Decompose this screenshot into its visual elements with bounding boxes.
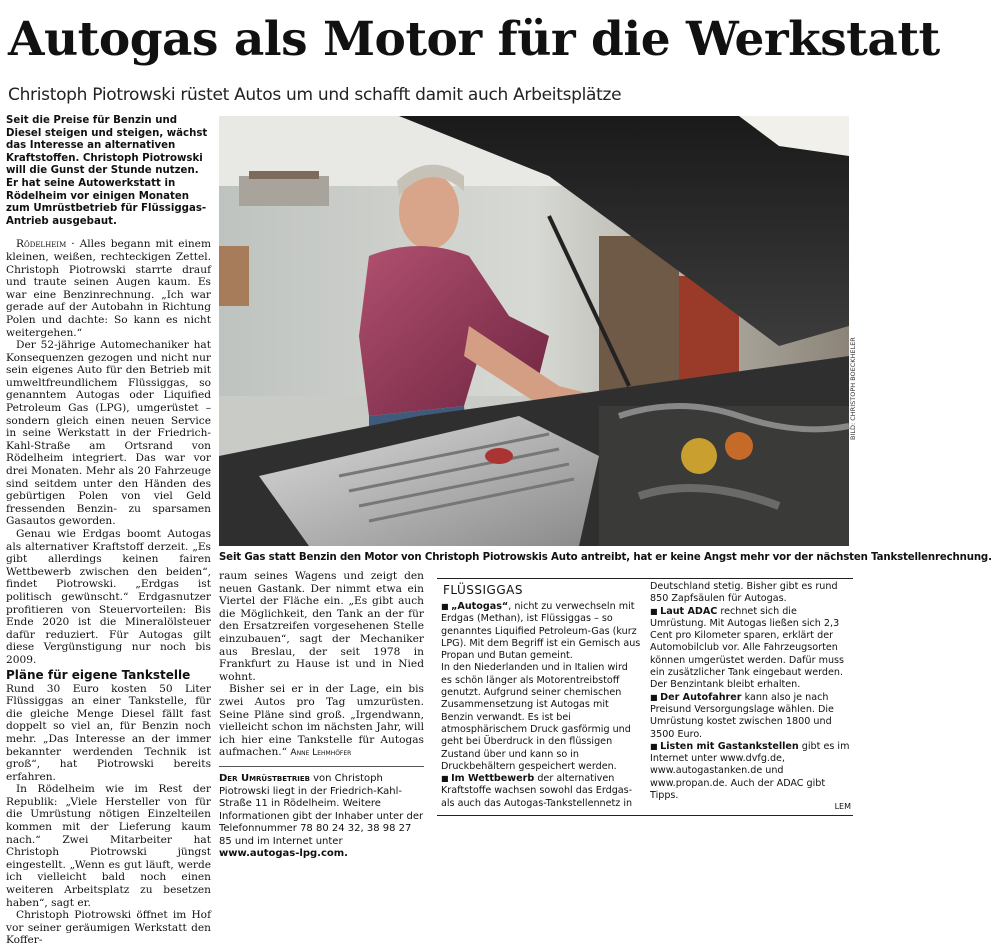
paragraph-1-text: · Alles begann mit einem kleinen, weißen, rechteckigen Zettel. Christoph Piotrowski starrte drauf und traute seinen Augen kaum. Es war eine Benzinrechnung. „Ich war gerade auf der Autobahn in Richtung Polen und dachte: So kann es nicht weitergehen.“ — [6, 238, 211, 339]
article-headline: Autogas als Motor für die Werkstatt — [8, 12, 940, 67]
fact-box — [437, 578, 853, 816]
info-text: von Christoph Piotrowski liegt in der Friedrich-Kahl-Straße 11 in Rödelheim. Weitere Informationen gibt der Inhaber unter der Telefonnummer 78 80 24 32, 38 98 27 85 und im Internet unter — [219, 772, 424, 847]
article-paragraph-8 — [219, 683, 424, 760]
fact-box-signature: LEM — [834, 802, 851, 811]
article-paragraph-4: Rund 30 Euro kosten 50 Liter Flüssiggas an einer Tankstelle, für die gleiche Menge Diesel fällt fast doppelt so viel an, für Benzin noch mehr. „Das Interesse an der immer bekannter werdenden Technik ist groß“, hat Piotrowski bereits erfahren. — [6, 682, 211, 783]
fact-box-label-5: Laut ADAC — [660, 605, 718, 617]
fact-box-item-1 — [441, 601, 641, 662]
fact-box-label-7: Listen mit Gastankstellen — [660, 740, 799, 752]
fact-box-item-6 — [650, 692, 853, 741]
mechanic-engine-image — [219, 116, 849, 546]
fact-box-item-5 — [650, 606, 853, 692]
fact-box-text-3: der alternativen Kraftstoffe wachsen sowohl das Erdgas- als auch das Autogas-Tankstellennetz in — [441, 773, 633, 809]
square-bullet-icon: ■ — [441, 602, 452, 611]
info-url-link[interactable]: www.autogas-lpg.com. — [219, 848, 348, 860]
article-photo — [219, 116, 849, 546]
fact-box-item-2: In den Niederlanden und in Italien wird es schön länger als Motorentreibstoff genutzt. Aufgrund seiner chemischen Zusammensetzung ist Autogas mit Benzin verwandt. Es ist bei atmosphärischem Druck gasförmig und geht bei Überdruck in den flüssigen Zustand über und kann so in Druckbehältern gespeichert werden. — [441, 662, 631, 772]
fact-box-label-3: Im Wettbewerb — [451, 773, 535, 785]
article-paragraph-3: Genau wie Erdgas boomt Autogas als alternativer Kraftstoff derzeit. „Es gibt allerdings keinen fairen Wettbewerb zwischen den beiden“, findet Piotrowski. „Erdgas ist politisch gewünscht.“ Erdgasnutzer profitieren von Steuervorteilen: Bis Ende 2020 ist die Mineralölsteuer dafür reduziert. Für Autogas gilt diese Vergünstigung nur noch bis 2009. — [6, 528, 211, 666]
fact-box-label-6: Der Autofahrer — [660, 691, 742, 703]
info-label: Der Umrüstbetrieb — [219, 772, 310, 784]
square-bullet-icon: ■ — [650, 741, 661, 751]
square-bullet-icon: ■ — [441, 774, 452, 784]
fact-box-item-4: Deutschland stetig. Bisher gibt es rund 850 Zapfsäulen für Autogas. — [650, 581, 838, 605]
fact-box-text-6: kann also je nach Preisund Versorgungslage wählen. Die Umrüstung kostet zwischen 1800 und 3500 Euro. — [650, 691, 834, 740]
fact-box-text-5: rechnet sich die Umrüstung. Mit Autogas ließen sich 2,3 Cent pro Kilometer sparen, erklärt der Automobilclub vor. Alle Fahrzeugsorten können umgerüstet werden. Dafür muss ein zusätzlicher Tank eingebaut werden. Der Benzintank bleibt erhalten. — [650, 605, 845, 691]
fact-box-item-7 — [650, 741, 853, 802]
photo-caption: Seit Gas statt Benzin den Motor von Christoph Piotrowskis Auto antreibt, hat er keine Angst mehr vor der nächsten Tankstellenrechnung. — [219, 552, 992, 563]
paragraph-8-text: Bisher sei er in der Lage, ein bis zwei Autos pro Tag umzurüsten. Seine Pläne sind groß. „Irgendwann, vielleicht schon im nächsten Jahr, will ich hier eine Tankstelle für Autogas aufmachen.“ — [219, 683, 424, 759]
article-paragraph-1 — [6, 238, 211, 339]
article-column-1 — [6, 115, 211, 947]
article-paragraph-2: Der 52-jährige Automechaniker hat Konsequenzen gezogen und nicht nur sein eigenes Auto für den Betrieb mit umweltfreundlichem Flüssiggas, so genanntem Autogas oder Liquified Petroleum Gas (LPG), umgerüstet – sondern gleich einen neuen Service in seine Werkstatt in der Friedrich-Kahl-Straße am Ortsrand von Rödelheim integriert. Das war vor drei Monaten. Mehr als 20 Fahrzeuge sind seitdem unter den Händen des gebürtigen Polen von viel Geld fressenden Benzin- zu sparsamen Gasautos geworden. — [6, 339, 211, 528]
photo-credit: BILD: CHRISTOPH BOECKHELER — [849, 337, 857, 440]
article-paragraph-6: Christoph Piotrowski öffnet im Hof vor seiner geräumigen Werkstatt den Koffer- — [6, 909, 211, 947]
square-bullet-icon: ■ — [650, 692, 661, 702]
fact-box-column-2 — [650, 581, 853, 802]
article-paragraph-7: raum seines Wagens und zeigt den neuen Gastank. Der nimmt etwa ein Viertel der Fläche ein. „Es gibt auch die Möglichkeit, den Tank an der für den Ersatzreifen vorgesehenen Stelle einzubauen“, sagt der Mechaniker aus Breslau, der seit 1978 in Frankfurt zu Hause ist und in Nied wohnt. — [219, 570, 424, 683]
fact-box-text-1: , nicht zu verwechseln mit Erdgas (Methan), ist Flüssiggas – so genanntes Liquified Petroleum-Gas (kurz LPG). Mit dem Begriff ist ein Gemisch aus Propan und Butan gemeint. — [441, 601, 641, 662]
fact-box-text-7: gibt es im Internet unter www.dvfg.de, www.autogastanken.de und www.propan.de. Auch der ADAC gibt Tipps. — [650, 740, 850, 802]
fact-box-label-1: „Autogas“ — [451, 601, 509, 612]
column-divider — [219, 766, 424, 767]
square-bullet-icon: ■ — [650, 606, 661, 616]
fact-box-title: FLÜSSIGGAS — [443, 583, 523, 597]
article-subhead: Pläne für eigene Tankstelle — [6, 667, 191, 682]
article-subheadline: Christoph Piotrowski rüstet Autos um und schafft damit auch Arbeitsplätze — [8, 85, 622, 105]
article-author: Anne Lehmhöfer — [290, 748, 352, 759]
article-lead: Seit die Preise für Benzin und Diesel steigen und steigen, wächst das Interesse an alternativen Kraftstoffen. Christoph Piotrowski will die Gunst der Stunde nutzen. Er hat seine Autowerkstatt in Rödelheim vor einigen Monaten zum Umrüstbetrieb für Flüssiggas-Antrieb ausgebaut. — [6, 115, 208, 227]
article-dateline: Rödelheim — [16, 238, 67, 251]
fact-box-item-3 — [441, 773, 641, 810]
article-paragraph-5: In Rödelheim wie im Rest der Republik: „Viele Hersteller von für die Umrüstung nötigen Einzelteilen kommen mit der Lieferung kaum nach.“ Zwei Mitarbeiter hat Christoph Piotrowski jüngst eingestellt. „Wenn es gut läuft, werde ich vielleicht bald noch einen weiteren Arbeitsplatz zu besetzen haben“, sagt er. — [6, 783, 211, 909]
fact-box-column-1 — [441, 601, 641, 810]
article-column-2 — [219, 570, 424, 861]
info-box — [219, 773, 424, 861]
